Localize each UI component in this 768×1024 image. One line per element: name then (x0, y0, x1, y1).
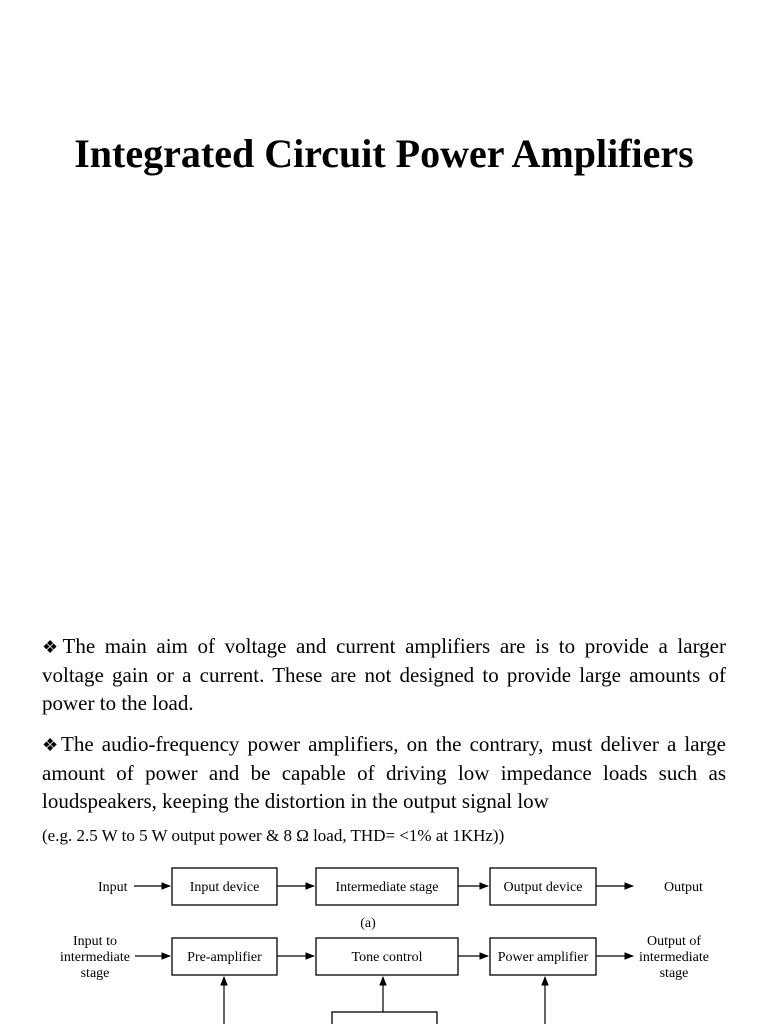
row-b-input-label-line-1: Input to (73, 934, 117, 949)
row-b-output-label-line-3: stage (659, 966, 689, 981)
row-b-input-label-line-2: intermediate (60, 950, 130, 965)
power-amplifier-label: Power amplifier (497, 950, 589, 965)
block-diagram (0, 860, 768, 1024)
bullet-diamond-icon: ❖ (42, 735, 62, 755)
row-a-output-label: Output (664, 880, 703, 895)
row-b-input-label-line-3: stage (80, 966, 110, 981)
bullet-paragraph-2 (42, 730, 726, 815)
output-device-label: Output device (503, 880, 583, 895)
input-device-label: Input device (189, 880, 260, 895)
example-note: (e.g. 2.5 W to 5 W output power & 8 Ω load, THD= <1% at 1KHz)) (42, 826, 505, 845)
tone-control-label: Tone control (351, 950, 423, 965)
row-a-caption: (a) (360, 916, 376, 931)
pre-amplifier-label: Pre-amplifier (187, 950, 262, 965)
intermediate-stage-label: Intermediate stage (335, 880, 439, 895)
row-a-input-label: Input (98, 880, 128, 895)
bullet-paragraph-1 (42, 632, 726, 717)
bullet-diamond-icon: ❖ (42, 637, 63, 657)
row-b-output-label-line-1: Output of (646, 934, 702, 949)
paragraph-1-text: The main aim of voltage and current amplifiers are is to provide a larger voltage gain or a current. These are not designed to provide large amounts of power to the load. (42, 634, 726, 715)
row-b-output-label-line-2: intermediate (639, 950, 709, 965)
power-supply-block-partial (332, 1012, 437, 1024)
slide-title: Integrated Circuit Power Amplifiers (74, 131, 694, 176)
paragraph-2-text: The audio-frequency power amplifiers, on the contrary, must deliver a large amount of power and be capable of driving low impedance loads such as loudspeakers, keeping the distortion in the output signal low (42, 732, 726, 813)
